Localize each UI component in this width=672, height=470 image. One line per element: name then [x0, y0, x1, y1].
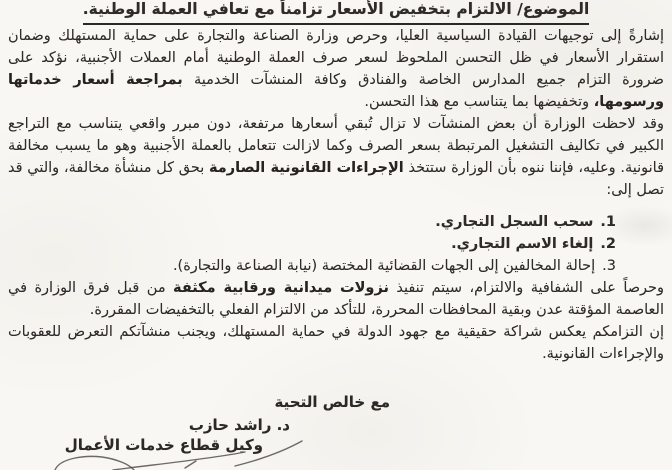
signatory-title: وكيل قطاع خدمات الأعمال: [64, 436, 263, 454]
list-item-text: إلغاء الاسم التجاري.: [451, 236, 594, 252]
signature-flourish: [30, 428, 340, 470]
list-item: [8, 211, 616, 233]
paragraph-inspections: [8, 277, 664, 321]
para2-bold-phrase: الإجراءات القانونية الصارمة: [209, 160, 404, 176]
paragraph-intro: [8, 25, 664, 113]
list-number: 2.: [600, 236, 616, 252]
signature-stroke-steep: [235, 441, 302, 466]
list-item: [8, 233, 616, 255]
para1-text-post: وتخفيضها بما يتناسب مع هذا التحسن.: [364, 94, 594, 110]
paragraph-observation: [8, 113, 664, 201]
signatory-name: د. راشد حازب: [188, 416, 290, 434]
penalties-list: [8, 211, 616, 277]
list-number: 1.: [600, 214, 616, 230]
para1-text-pre: إشارةً إلى توجيهات القيادة السياسية العليا، وحرص وزارة الصناعة والتجارة على حماية المستهلك وضمان استقرار الأسعار في ظل التحسن الملحوظ لسعر صرف العملة الوطنية أمام العملات الأجنبية، نؤكد على ضرورة التزام جميع المدارس الخاصة والفنادق وكافة المنشآت الخدمية: [8, 28, 664, 88]
subject-line: الموضوع/ الالتزام بتخفيض الأسعار تزامناً مع تعافي العملة الوطنية.: [83, 0, 590, 25]
paragraph-commitment: إن التزامكم يعكس شراكة حقيقية مع جهود الدولة في حماية المستهلك، ويجنب منشآتكم التعرض للعقوبات والإجراءات القانونية.: [8, 324, 664, 362]
closing-salutation: مع خالص التحية: [274, 393, 390, 411]
list-number: 3.: [602, 258, 616, 274]
para3-text-post: من قبل فرق الوزارة في العاصمة المؤقتة عدن وبقية المحافظات المحررة، للتأكد من الالتزام الفعلي بالتخفيضات المقررة.: [8, 280, 664, 318]
subject-line-wrap: [8, 0, 664, 25]
para2-text-post: بحق كل منشأة مخالفة، والتي قد تصل إلى:: [8, 160, 664, 198]
para1-bold-phrase: بمراجعة أسعار خدماتها ورسومها،: [8, 72, 664, 110]
para3-bold-phrase: نزولات ميدانية ورقابية مكثفة: [173, 280, 389, 296]
list-item: [8, 255, 616, 277]
para2-text-pre: وقد لاحظت الوزارة أن بعض المنشآت لا تزال تُبقي أسعارها مرتفعة، دون مبرر واقعي يتناسب مع التراجع الكبير في تكاليف التشغيل المرتبطة بسعر الصرف وكما لازالت تتعامل بالعملة الأجنبية وهو ما يسبب مخالفة قانونية. وعليه، فإننا ننوه بأن الوزارة ستتخذ: [8, 116, 665, 176]
list-item-text: سحب السجل التجاري.: [435, 214, 594, 230]
stamp-arc-partial: [55, 456, 134, 470]
signature-stroke-flick: [185, 461, 196, 468]
signature-stroke-long: [113, 452, 245, 470]
list-item-text: إحالة المخالفين إلى الجهات القضائية المختصة (نيابة الصناعة والتجارة).: [172, 258, 596, 274]
para3-text-pre: وحرصاً على الشفافية والالتزام، سيتم تنفيذ: [388, 280, 665, 296]
